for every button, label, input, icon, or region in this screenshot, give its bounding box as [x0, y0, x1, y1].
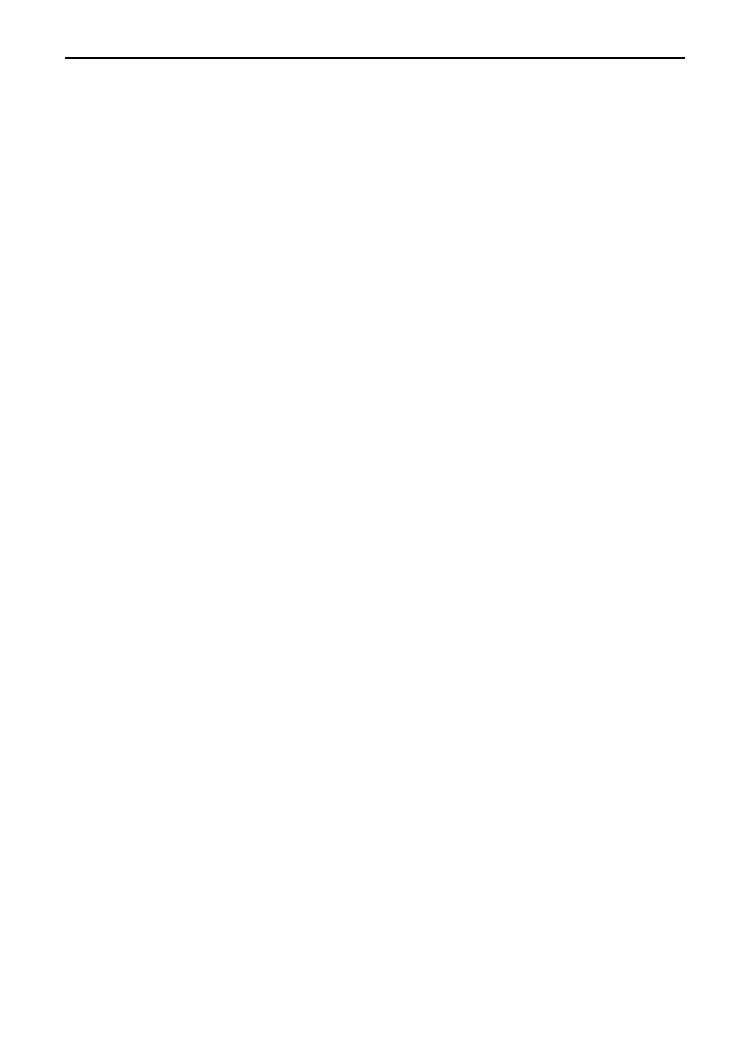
scan-artifact-bar [64, 1038, 684, 1049]
example-line [65, 68, 685, 88]
page-header [65, 44, 685, 59]
page-content [65, 44, 685, 92]
